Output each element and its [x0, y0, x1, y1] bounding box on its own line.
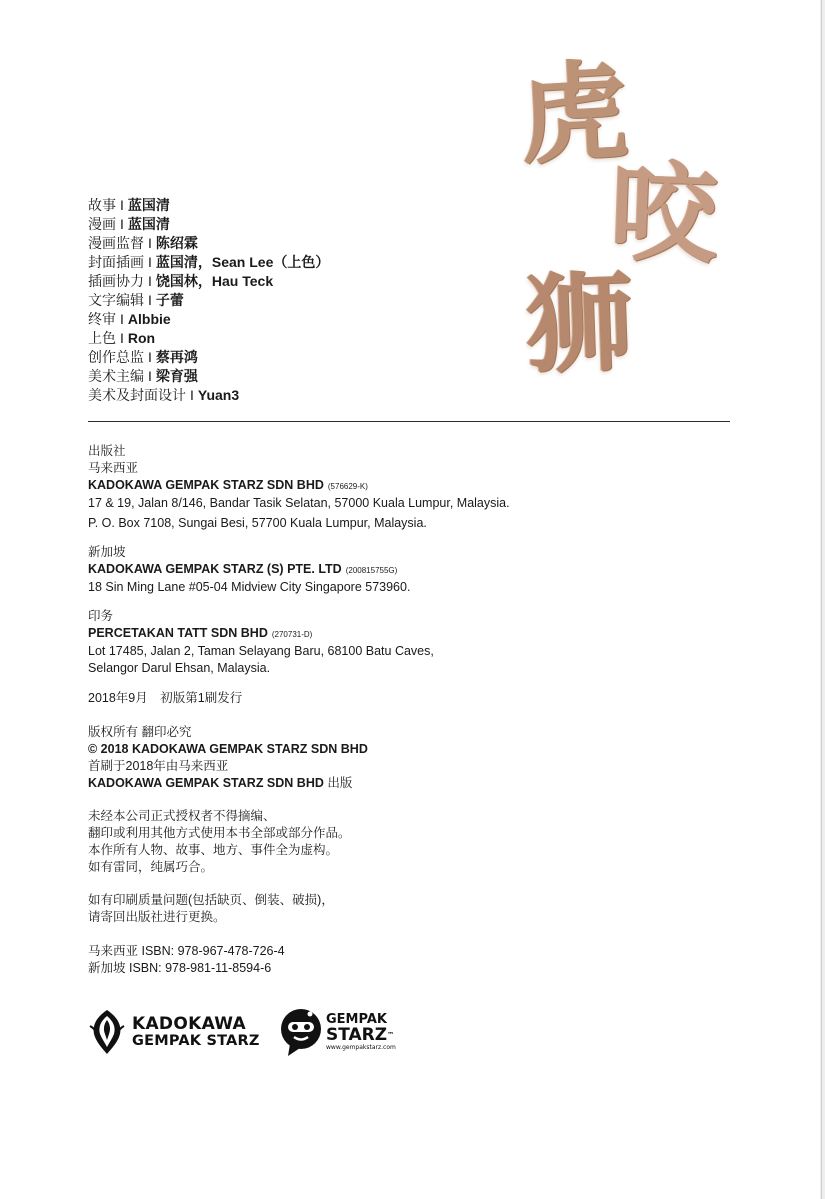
credit-name: 蔡再鸿	[155, 349, 198, 365]
edition-line: 2018年9月 初版第1刷发行	[88, 691, 243, 705]
po-box-block	[88, 515, 728, 532]
defect-notice-block	[88, 892, 728, 926]
address-malaysia: 17 & 19, Jalan 8/146, Bandar Tasik Selatan, 57000 Kuala Lumpur, Malaysia.	[88, 496, 510, 510]
phoenix-logo-icon	[88, 1008, 126, 1056]
defect-line: 如有印刷质量问题(包括缺页、倒装、破损)，	[88, 893, 334, 907]
notice-line: 未经本公司正式授权者不得摘编、	[88, 809, 276, 823]
copyright-publisher: KADOKAWA GEMPAK STARZ SDN BHD	[88, 776, 324, 790]
printer-block	[88, 608, 728, 677]
company-singapore	[88, 561, 728, 579]
publisher-malaysia-block	[88, 443, 728, 512]
credit-role: 文字编辑	[88, 292, 144, 308]
book-title-calligraphy	[500, 40, 740, 410]
isbn-block	[88, 943, 728, 977]
address-singapore: 18 Sin Ming Lane #05-04 Midview City Singapore 573960.	[88, 580, 411, 594]
defect-line: 请寄回出版社进行更换。	[88, 910, 226, 924]
section-divider	[88, 421, 730, 422]
company-name: KADOKAWA GEMPAK STARZ (S) PTE. LTD	[88, 562, 342, 576]
credit-name: 蓝国清	[127, 197, 170, 213]
company-name: KADOKAWA GEMPAK STARZ SDN BHD	[88, 478, 324, 492]
printer-address-2: Selangor Darul Ehsan, Malaysia.	[88, 661, 271, 675]
credit-row	[88, 386, 508, 405]
credit-role: 漫画监督	[88, 235, 144, 251]
copyright-line-1: 版权所有 翻印必究	[88, 725, 192, 739]
credit-separator: I	[120, 197, 124, 213]
credit-name: Ron	[127, 330, 156, 346]
copyright-block	[88, 724, 728, 792]
credit-role: 封面插画	[88, 254, 144, 270]
copyright-line-4	[88, 775, 728, 792]
rights-notice-block	[88, 808, 728, 876]
title-char-1: 虎	[516, 48, 632, 180]
credit-row	[88, 329, 508, 348]
credit-separator: I	[120, 311, 124, 327]
company-name: PERCETAKAN TATT SDN BHD	[88, 626, 268, 640]
credit-name: 蓝国清，Sean Lee（上色）	[155, 254, 330, 270]
gempak-line-1: GEMPAK	[326, 1012, 387, 1027]
title-char-3: 狮	[522, 259, 636, 389]
po-box: P. O. Box 7108, Sungai Besi, 57700 Kuala Lumpur, Malaysia.	[88, 516, 427, 530]
country-malaysia: 马来西亚	[88, 461, 139, 475]
credit-name: Albbie	[127, 311, 171, 327]
credits-list	[88, 196, 508, 405]
credit-row	[88, 196, 508, 215]
credit-row	[88, 253, 508, 272]
credit-role: 故事	[88, 197, 116, 213]
credit-separator: I	[148, 368, 152, 384]
credit-separator: I	[190, 387, 194, 403]
gempak-url: www.gempakstarz.com	[326, 1044, 396, 1051]
isbn-malaysia: 马来西亚 ISBN: 978-967-478-726-4	[88, 944, 285, 958]
company-reg-no: (270731-D)	[271, 630, 313, 639]
credit-role: 漫画	[88, 216, 116, 232]
credit-row	[88, 272, 508, 291]
kadokawa-wordmark	[132, 1016, 260, 1050]
country-singapore: 新加坡	[88, 545, 126, 559]
credit-name: 子蕾	[155, 292, 184, 308]
notice-line: 本作所有人物、故事、地方、事件全为虚构。	[88, 843, 339, 857]
isbn-singapore: 新加坡 ISBN: 978-981-11-8594-6	[88, 961, 272, 975]
credit-name: 饶国林，Hau Teck	[155, 273, 274, 289]
notice-line: 翻印或利用其他方式使用本书全部或部分作品。	[88, 826, 351, 840]
company-malaysia	[88, 477, 728, 495]
credit-separator: I	[120, 330, 124, 346]
title-char-2: 咬	[607, 149, 721, 279]
credit-row	[88, 234, 508, 253]
company-reg-no: (576629-K)	[327, 482, 368, 491]
credit-row	[88, 367, 508, 386]
company-reg-no: (200815755G)	[345, 566, 398, 575]
credit-role: 插画协力	[88, 273, 144, 289]
edition-block	[88, 690, 728, 707]
printer-address-1: Lot 17485, Jalan 2, Taman Selayang Baru, 68100 Batu Caves,	[88, 644, 434, 658]
kadokawa-line-2: GEMPAK STARZ	[132, 1033, 260, 1049]
gempak-wordmark	[326, 1012, 396, 1052]
publisher-singapore-block	[88, 544, 728, 596]
copyright-tail: 出版	[323, 776, 353, 790]
printer-company	[88, 625, 728, 643]
credit-separator: I	[148, 254, 152, 270]
gempak-starz: STARZ	[326, 1025, 388, 1045]
credit-role: 上色	[88, 330, 116, 346]
page-edge-line	[821, 0, 822, 1199]
copyright-line-2: © 2018 KADOKAWA GEMPAK STARZ SDN BHD	[88, 742, 368, 756]
credit-name: Yuan3	[197, 387, 240, 403]
credit-role: 美术主编	[88, 368, 144, 384]
credit-separator: I	[120, 216, 124, 232]
credit-row	[88, 291, 508, 310]
printer-heading: 印务	[88, 609, 114, 623]
credit-separator: I	[148, 292, 152, 308]
credit-role: 创作总监	[88, 349, 144, 365]
credit-name: 梁育强	[155, 368, 198, 384]
credit-name: 蓝国清	[127, 216, 170, 232]
credit-separator: I	[148, 349, 152, 365]
credit-separator: I	[148, 235, 152, 251]
publisher-logos	[88, 1008, 418, 1068]
gempak-line-2	[326, 1027, 396, 1044]
credit-row	[88, 348, 508, 367]
notice-line: 如有雷同，纯属巧合。	[88, 860, 214, 874]
credit-role: 终审	[88, 311, 116, 327]
trademark: ™	[387, 1031, 395, 1039]
credit-separator: I	[148, 273, 152, 289]
publisher-heading: 出版社	[88, 444, 126, 458]
copyright-line-3: 首刷于2018年由马来西亚	[88, 759, 229, 773]
credit-role: 美术及封面设计	[88, 387, 186, 403]
gempak-mascot-icon	[280, 1008, 322, 1058]
credit-row	[88, 310, 508, 329]
credit-row	[88, 215, 508, 234]
kadokawa-line-1: KADOKAWA	[132, 1014, 247, 1034]
credit-name: 陈绍霖	[155, 235, 198, 251]
